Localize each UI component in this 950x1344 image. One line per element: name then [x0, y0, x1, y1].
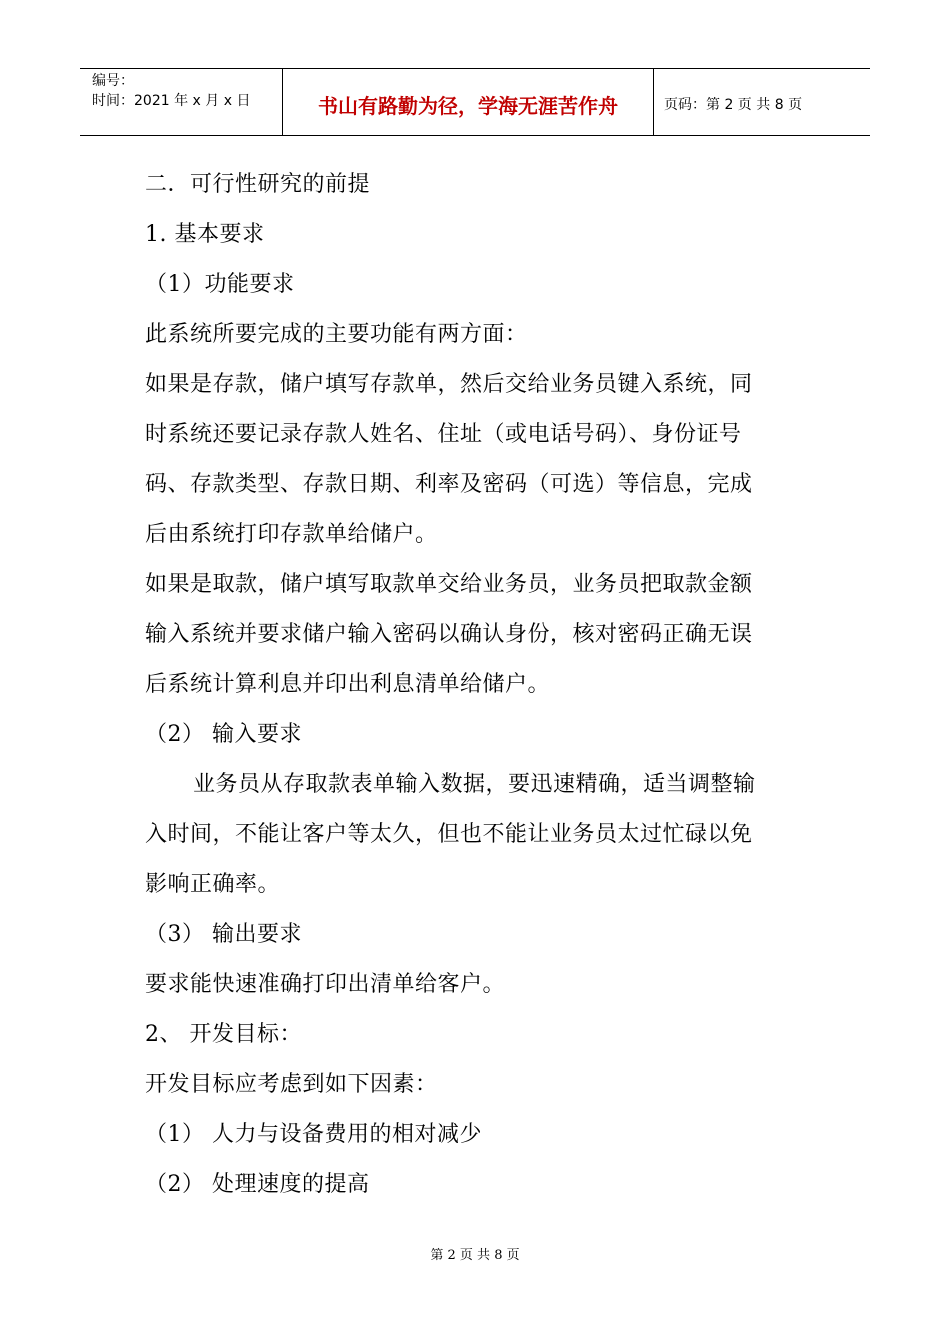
paragraph-line: 影响正确率。 — [145, 872, 281, 897]
page-footer: 第 2 页 共 8 页 — [430, 1248, 520, 1263]
paragraph-line: 输入系统并要求储户输入密码以确认身份，核对密码正确无误 — [145, 622, 753, 647]
header-meta — [80, 69, 282, 135]
document-number-label: 编号： — [92, 73, 134, 89]
header-page-info: 页码：第 2 页 共 8 页 — [664, 97, 803, 113]
paragraph-line: 要求能快速准确打印出清单给客户。 — [145, 972, 506, 997]
paragraph-line: 此系统所要完成的主要功能有两方面： — [145, 322, 528, 347]
paragraph-line: 后由系统打印存款单给储户。 — [145, 522, 438, 547]
subsection-heading: 2、 开发目标： — [145, 1022, 302, 1047]
subsection-heading: 1. 基本要求 — [145, 222, 265, 247]
paragraph-line: 时系统还要记录存款人姓名、住址（或电话号码）、身份证号 — [145, 422, 742, 447]
page-header — [80, 68, 870, 136]
paragraph-line: 如果是存款，储户填写存款单，然后交给业务员键入系统，同 — [145, 372, 753, 397]
paragraph-line: 入时间，不能让客户等太久，但也不能让业务员太过忙碌以免 — [145, 822, 753, 847]
list-item: （2） 处理速度的提高 — [145, 1172, 370, 1197]
item-heading: （3） 输出要求 — [145, 922, 302, 947]
item-heading: （1）功能要求 — [145, 272, 295, 297]
section-heading: 二．可行性研究的前提 — [145, 172, 371, 197]
list-item: （1） 人力与设备费用的相对减少 — [145, 1122, 482, 1147]
document-date: 时间：2021 年 x 月 x 日 — [92, 93, 251, 109]
paragraph-line: 业务员从存取款表单输入数据，要迅速精确，适当调整输 — [193, 772, 756, 797]
header-motto: 书山有路勤为径，学海无涯苦作舟 — [282, 69, 654, 135]
paragraph-line: 开发目标应考虑到如下因素： — [145, 1072, 438, 1097]
item-heading: （2） 输入要求 — [145, 722, 302, 747]
paragraph-line: 码、存款类型、存款日期、利率及密码（可选）等信息，完成 — [145, 472, 753, 497]
paragraph-line: 后系统计算利息并印出利息清单给储户。 — [145, 672, 551, 697]
paragraph-line: 如果是取款，储户填写取款单交给业务员，业务员把取款金额 — [145, 572, 753, 597]
document-body — [145, 160, 815, 1210]
